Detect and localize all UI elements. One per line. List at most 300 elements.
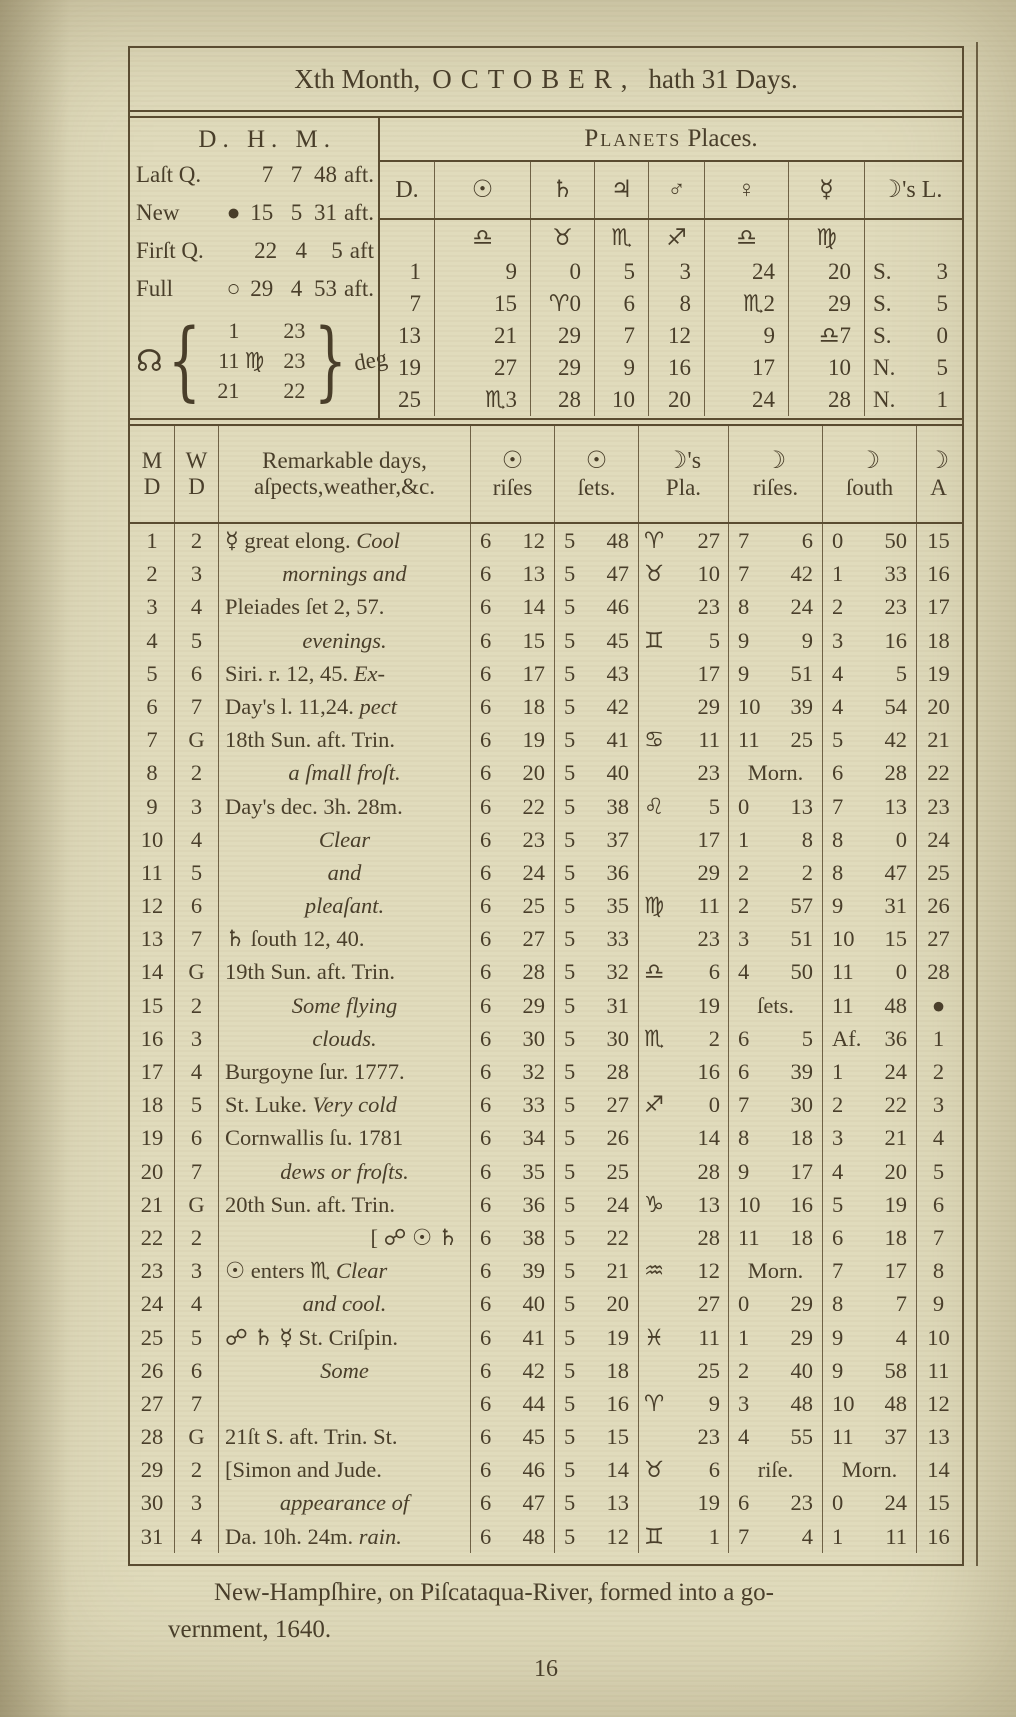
minutes: 36 (522, 1191, 545, 1217)
sun-rises (470, 557, 554, 590)
sun-rises (470, 1387, 554, 1420)
moon-south (822, 1188, 916, 1221)
moon-south (822, 790, 916, 823)
planet-position: 17 (704, 352, 788, 384)
hours: 10 (738, 693, 761, 719)
remark-italic: rain. (358, 1523, 402, 1549)
minutes: 48 (790, 1390, 813, 1416)
hours: 2 (832, 594, 844, 620)
zodiac-sign-icon: ♉ (644, 561, 665, 587)
minutes: 46 (522, 1457, 545, 1483)
minutes: 4 (801, 1523, 813, 1549)
remark-line2: aſpects,weather,&c. (253, 474, 436, 499)
minutes: 34 (522, 1125, 545, 1151)
day-of-month: 22 (140, 1224, 164, 1250)
degrees: 17 (697, 826, 720, 852)
degrees: 5 (708, 627, 720, 653)
remarkable-days (218, 624, 470, 657)
col-header-moon-age (916, 426, 960, 522)
sun-rises (470, 823, 554, 856)
minutes: 36 (884, 1025, 907, 1051)
zodiac-sign-icon (644, 1155, 672, 1188)
day-of-month: 21 (140, 1191, 164, 1217)
sun-sets (554, 657, 638, 690)
moon-age: 18 (916, 624, 960, 657)
moon-age: 2 (916, 1055, 960, 1088)
minutes: 55 (790, 1424, 813, 1450)
col-header-month-day (130, 426, 174, 522)
minutes: 35 (606, 893, 629, 919)
moon-south-label: ſouth (845, 474, 894, 500)
calendar-row (130, 1221, 962, 1254)
sun-rises (470, 1520, 554, 1553)
calendar-row (130, 922, 962, 955)
calendar-row (130, 1088, 962, 1121)
phase-row (136, 194, 374, 232)
word-value: ſets. (757, 992, 794, 1018)
hours: 9 (738, 627, 750, 653)
word-value: Morn. (747, 760, 804, 786)
zodiac-sign-icon (644, 823, 672, 856)
minutes: 18 (522, 693, 545, 719)
remark-roman: ☿ great elong. (225, 528, 351, 553)
phase-day: 22 (254, 238, 278, 263)
left-brace: { (167, 311, 201, 411)
moon-phase-icon (223, 232, 249, 270)
moon-rises (728, 856, 822, 889)
node-deg-label: deg (352, 345, 390, 376)
hours: 5 (564, 1258, 576, 1284)
minutes: 5 (895, 660, 907, 686)
hours: 5 (832, 727, 844, 753)
day-of-week: 4 (174, 590, 218, 623)
remarkable-days (218, 590, 470, 623)
minutes: 25 (522, 893, 545, 919)
hours: 6 (480, 926, 492, 952)
minutes: 24 (790, 594, 813, 620)
zodiac-sign-icon: ♏ (594, 220, 648, 256)
phase-suffix: aft (349, 238, 374, 263)
zodiac-sign-icon: ♍ (644, 893, 665, 919)
zodiac-sign-icon (644, 590, 672, 623)
sun-sets (554, 690, 638, 723)
moon-south (822, 624, 916, 657)
wd-top: W (185, 448, 208, 474)
day-of-month: 18 (140, 1092, 164, 1118)
day-of-month: 25 (140, 1324, 164, 1350)
minutes: 23 (522, 826, 545, 852)
planet-day: 25 (398, 387, 421, 412)
moon-age: 25 (916, 856, 960, 889)
hours: 5 (564, 1390, 576, 1416)
hours: 6 (480, 561, 492, 587)
sun-sets (554, 1121, 638, 1154)
sun-sets (554, 723, 638, 756)
page-frame (128, 46, 964, 1566)
moon-place (638, 1221, 728, 1254)
hours: 1 (832, 561, 844, 587)
minutes: 11 (885, 1523, 907, 1549)
moon-rises (728, 723, 822, 756)
moon-rises (728, 1287, 822, 1320)
minutes: 14 (522, 594, 545, 620)
moon-age: 16 (916, 557, 960, 590)
ascending-node-icon: ☊ (136, 344, 163, 378)
calendar-row (130, 889, 962, 922)
hours: 5 (832, 1191, 844, 1217)
minutes: 24 (606, 1191, 629, 1217)
latitude-direction: S. (873, 259, 892, 284)
planet-day: 1 (409, 259, 421, 284)
sun-rises (470, 1287, 554, 1320)
minutes: 17 (884, 1258, 907, 1284)
zodiac-sign-icon (644, 1055, 672, 1088)
moon-age: 10 (916, 1321, 960, 1354)
planet-position: 20 (648, 384, 704, 416)
planets-row (380, 320, 962, 352)
zodiac-sign-icon: ♑ (644, 1191, 665, 1217)
moon-age: 24 (916, 823, 960, 856)
minutes: 9 (801, 627, 813, 653)
calendar-row (130, 1321, 962, 1354)
planet-position: ♏2 (704, 288, 788, 320)
sun-sets (554, 1155, 638, 1188)
hours: 5 (564, 1424, 576, 1450)
footer-note (168, 1574, 968, 1648)
hours: 3 (738, 1390, 750, 1416)
moon-place (638, 1486, 728, 1519)
minutes: 42 (606, 693, 629, 719)
degrees: 5 (708, 793, 720, 819)
remark-italic: Some (320, 1357, 369, 1383)
hours: 11 (832, 959, 854, 985)
degrees: 29 (697, 859, 720, 885)
moon-south (822, 1486, 916, 1519)
hours: 6 (480, 1191, 492, 1217)
hours: 6 (480, 793, 492, 819)
zodiac-sign-icon: ♉ (530, 220, 594, 256)
moon-rises (728, 557, 822, 590)
hours: 5 (564, 1125, 576, 1151)
zodiac-sign-icon: ♎ (434, 220, 530, 256)
latitude-value: 5 (936, 291, 948, 316)
minutes: 16 (884, 627, 907, 653)
remark-italic: appearance of (279, 1490, 410, 1516)
node-row (209, 376, 305, 406)
moon-place (638, 690, 728, 723)
remarkable-days (218, 756, 470, 789)
latitude-value: 3 (936, 259, 948, 284)
minutes: 19 (606, 1324, 629, 1350)
degrees: 16 (697, 1059, 720, 1084)
remark-roman: Day's l. 11,24. (225, 693, 354, 719)
planets-row (380, 288, 962, 320)
minutes: 13 (606, 1490, 629, 1516)
day-of-week: 4 (174, 1520, 218, 1553)
day-of-week: 2 (174, 1221, 218, 1254)
remarkable-days (218, 657, 470, 690)
sun-sets (554, 524, 638, 557)
zodiac-sign-icon (380, 220, 434, 256)
planet-position: 9 (704, 320, 788, 352)
moon-south (822, 1254, 916, 1287)
moon-age: 19 (916, 657, 960, 690)
hours: 5 (564, 1059, 576, 1084)
minutes: 41 (522, 1324, 545, 1350)
hours: 6 (480, 1258, 492, 1284)
moon-rises (728, 1486, 822, 1519)
moon-south (822, 1221, 916, 1254)
day-of-month: 11 (141, 859, 163, 885)
moon-place (638, 1420, 728, 1453)
sun-sets (554, 1354, 638, 1387)
calendar-row (130, 657, 962, 690)
remarkable-days (218, 1453, 470, 1486)
remarkable-days (218, 1055, 470, 1088)
remark-roman: [ ☍ ☉ ♄ (370, 1224, 458, 1250)
hours: 7 (832, 1258, 844, 1284)
zodiac-sign-icon: ♊ (644, 1523, 665, 1549)
page-number: 16 (534, 1656, 558, 1682)
minutes: 40 (790, 1357, 813, 1383)
hours: 6 (480, 1158, 492, 1184)
hours: 1 (832, 1523, 844, 1549)
sun-rises (470, 856, 554, 889)
moon-rises (728, 790, 822, 823)
moon-place-label: Pla. (665, 474, 702, 500)
moon-age: 14 (916, 1453, 960, 1486)
minutes: 20 (522, 760, 545, 786)
node-row (209, 316, 305, 346)
planet-position: 9 (434, 256, 530, 288)
minutes: 47 (884, 859, 907, 885)
moon-latitude (864, 384, 958, 416)
planet-position: 21 (434, 320, 530, 352)
zodiac-sign-icon (239, 316, 269, 346)
minutes: 27 (606, 1092, 629, 1118)
planet-position: 5 (594, 256, 648, 288)
sun-sets (554, 1088, 638, 1121)
day-of-week: 3 (174, 1022, 218, 1055)
minutes: 32 (606, 959, 629, 985)
minutes: 17 (790, 1158, 813, 1184)
planet-position: 10 (788, 352, 864, 384)
remark-italic: and cool. (302, 1291, 387, 1317)
hours: 0 (738, 1291, 750, 1317)
md-bottom: D (143, 474, 161, 499)
day-of-week: 6 (174, 889, 218, 922)
moon-place (638, 1387, 728, 1420)
moon-rises (728, 1121, 822, 1154)
remarkable-days (218, 557, 470, 590)
remarkable-days (218, 1088, 470, 1121)
degrees: 6 (708, 959, 720, 985)
hours: 5 (564, 1158, 576, 1184)
phase-label: Full (136, 276, 174, 301)
hours: Af. (832, 1025, 862, 1051)
remark-italic: dews or froſts. (280, 1158, 409, 1184)
degrees: 23 (697, 926, 720, 952)
calendar-row (130, 590, 962, 623)
moon-place (638, 1287, 728, 1320)
planets-col-header: ☉ (434, 162, 530, 218)
minutes: 12 (522, 528, 545, 553)
day-of-month: 17 (140, 1059, 164, 1084)
moon-age: 8 (916, 1254, 960, 1287)
moon-place (638, 955, 728, 988)
minutes: 36 (606, 859, 629, 885)
moon-rises (728, 1188, 822, 1221)
sun-rises (470, 1420, 554, 1453)
minutes: 6 (801, 528, 813, 553)
calendar-row (130, 1520, 962, 1553)
minutes: 24 (884, 1059, 907, 1084)
hours: 1 (738, 826, 750, 852)
right-brace: } (314, 311, 348, 411)
hours: 5 (564, 561, 576, 587)
minutes: 45 (522, 1424, 545, 1450)
day-of-week: G (174, 955, 218, 988)
phase-minute: 53 (313, 276, 337, 301)
zodiac-sign-icon: ♏ (644, 1025, 665, 1051)
remark-roman: 21ſt S. aft. Trin. St. (225, 1424, 398, 1450)
remark-roman: Cornwallis ſu. 1781 (225, 1125, 404, 1151)
degrees: 0 (708, 1092, 720, 1118)
hours: 2 (738, 1357, 750, 1383)
day-of-month: 14 (140, 959, 164, 985)
planets-row (380, 384, 962, 416)
calendar-row (130, 1055, 962, 1088)
phase-hour: 4 (295, 238, 307, 263)
planet-position: 7 (594, 320, 648, 352)
hours: 2 (738, 893, 750, 919)
zodiac-sign-icon: ♈ (644, 1390, 665, 1416)
sun-rises (470, 955, 554, 988)
calendar-row (130, 524, 962, 557)
minutes: 39 (522, 1258, 545, 1284)
hours: 4 (832, 693, 844, 719)
moon-age: 7 (916, 1221, 960, 1254)
zodiac-sign-icon: ♎ (704, 220, 788, 256)
day-of-week: G (174, 1188, 218, 1221)
moon-icon: ☽ (764, 447, 787, 474)
hours: 7 (738, 1092, 750, 1118)
moon-age-label: A (930, 474, 947, 500)
moon-place (638, 1453, 728, 1486)
calendar-row (130, 1155, 962, 1188)
planets-col-header: ♂ (648, 162, 704, 218)
moon-age: 6 (916, 1188, 960, 1221)
moon-place (638, 590, 728, 623)
moon-icon: ☽'s (665, 447, 702, 474)
day-of-week: 7 (174, 690, 218, 723)
phase-label: New (136, 200, 180, 225)
degrees: 13 (697, 1191, 720, 1217)
moon-age: 21 (916, 723, 960, 756)
phase-minute: 31 (313, 200, 337, 225)
zodiac-sign-icon (644, 1420, 672, 1453)
sun-rises (470, 690, 554, 723)
minutes: 18 (884, 1224, 907, 1250)
minutes: 32 (522, 1059, 545, 1084)
hours: 7 (738, 561, 750, 587)
hours: 4 (832, 660, 844, 686)
sun-sets (554, 1287, 638, 1320)
hours: 5 (564, 826, 576, 852)
minutes: 26 (606, 1125, 629, 1151)
remark-italic: Some flying (291, 992, 398, 1018)
hours: 5 (564, 627, 576, 653)
sun-rises (470, 1486, 554, 1519)
remarkable-days (218, 1420, 470, 1453)
sun-rises (470, 1121, 554, 1154)
moon-rises (728, 657, 822, 690)
day-of-month: 3 (146, 594, 158, 620)
planets-col-header: ♀ (704, 162, 788, 218)
minutes: 29 (790, 1324, 813, 1350)
moon-south (822, 1387, 916, 1420)
calendar-row (130, 1287, 962, 1320)
sun-sets (554, 557, 638, 590)
remark-italic: Ex- (353, 660, 385, 686)
day-of-month: 30 (140, 1490, 164, 1516)
zodiac-sign-icon: ♒ (644, 1258, 665, 1284)
sun-rises (470, 756, 554, 789)
minutes: 47 (606, 561, 629, 587)
day-of-week: 2 (174, 524, 218, 557)
day-of-week: 7 (174, 922, 218, 955)
planet-position: 12 (648, 320, 704, 352)
moon-place (638, 1354, 728, 1387)
minutes: 7 (895, 1291, 907, 1317)
zodiac-sign-icon: ♐ (644, 1092, 665, 1118)
moon-rises (728, 1387, 822, 1420)
minutes: 19 (884, 1191, 907, 1217)
hours: 8 (738, 594, 750, 620)
hours: 5 (564, 926, 576, 952)
minutes: 17 (522, 660, 545, 686)
hours: 5 (564, 793, 576, 819)
moon-rises (728, 1254, 822, 1287)
phase-day: 15 (250, 200, 274, 225)
moon-age: ● (916, 989, 960, 1022)
moon-south (822, 524, 916, 557)
minutes: 2 (801, 859, 813, 885)
hours: 6 (832, 1224, 844, 1250)
moon-south (822, 1088, 916, 1121)
hours: 6 (480, 826, 492, 852)
minutes: 48 (884, 1390, 907, 1416)
planets-col-header: ♄ (530, 162, 594, 218)
hours: 11 (832, 992, 854, 1018)
footer-line1: New-Hampſhire, on Piſcataqua-River, formed into a go- (214, 1579, 774, 1606)
minutes: 48 (884, 992, 907, 1018)
minutes: 14 (606, 1457, 629, 1483)
moon-rises (728, 524, 822, 557)
moon-place (638, 823, 728, 856)
hours: 9 (738, 1158, 750, 1184)
moon-rises (728, 922, 822, 955)
zodiac-sign-icon: ♊ (644, 627, 665, 653)
hours: 5 (564, 693, 576, 719)
remarkable-days (218, 1155, 470, 1188)
minutes: 46 (606, 594, 629, 620)
phase-hour: 5 (290, 200, 303, 225)
hours: 1 (832, 1059, 844, 1084)
zodiac-sign-icon: ♓ (644, 1324, 665, 1350)
minutes: 51 (790, 660, 813, 686)
day-of-week: 3 (174, 557, 218, 590)
